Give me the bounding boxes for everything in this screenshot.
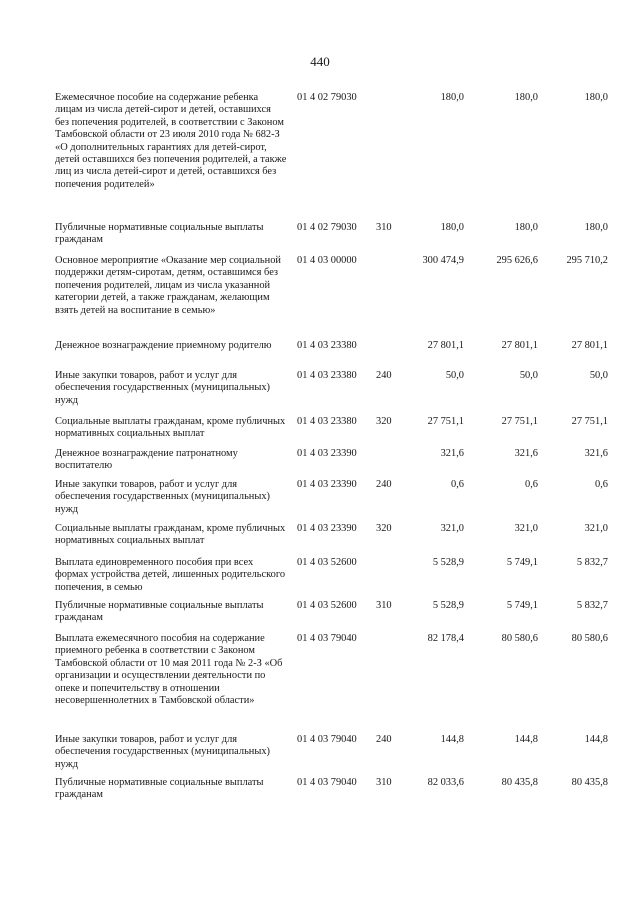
row-value-year-3: 5 832,7	[576, 600, 608, 611]
row-description: Социальные выплаты гражданам, кроме публичных нормативных социальных выплат	[55, 416, 286, 440]
row-expense-type: 240	[376, 734, 392, 745]
row-expense-type: 310	[376, 222, 392, 233]
row-value-year-1: 5 528,9	[432, 600, 464, 611]
row-description: Иные закупки товаров, работ и услуг для обеспечения государственных (муниципальных) нужд	[55, 479, 271, 515]
row-value-year-1: 50,0	[445, 370, 464, 381]
row-value-year-2: 144,8	[514, 734, 538, 745]
row-value-year-2: 5 749,1	[506, 600, 538, 611]
row-value-year-2: 295 626,6	[496, 255, 538, 266]
page-number: 440	[310, 54, 330, 69]
row-value-year-2: 180,0	[514, 222, 538, 233]
row-value-year-3: 321,0	[584, 523, 608, 534]
row-value-year-2: 27 751,1	[501, 416, 538, 427]
row-code: 01 4 02 79030	[297, 92, 357, 103]
row-description: Иные закупки товаров, работ и услуг для обеспечения государственных (муниципальных) нужд	[55, 734, 271, 770]
row-value-year-3: 0,6	[595, 479, 608, 490]
row-value-year-1: 27 801,1	[427, 340, 464, 351]
row-value-year-3: 5 832,7	[576, 557, 608, 568]
row-value-year-3: 27 751,1	[571, 416, 608, 427]
row-code: 01 4 03 23380	[297, 416, 357, 427]
row-value-year-3: 144,8	[584, 734, 608, 745]
row-value-year-1: 5 528,9	[432, 557, 464, 568]
row-value-year-2: 321,0	[514, 523, 538, 534]
row-value-year-3: 321,6	[584, 448, 608, 459]
row-description: Выплата единовременного пособия при всех формах устройства детей, лишенных родительского попечения, в семью	[55, 557, 286, 593]
row-description: Основное мероприятие «Оказание мер социальной поддержки детям-сиротам, детям, оставшимся без попечения родителей, лицам из числа указанной категории детей, а также гражданам, желающим взять детей на воспитание в семью»	[55, 255, 281, 316]
row-value-year-3: 295 710,2	[566, 255, 608, 266]
row-description: Выплата ежемесячного пособия на содержание приемного ребенка в соответствии с Законом Тамбовской области от 10 мая 2011 года № 2-З «Об организации и осуществлении деятельности по опеке и попечительству в отношении несовершеннолетних в Тамбовской области»	[55, 633, 283, 707]
row-code: 01 4 03 52600	[297, 557, 357, 568]
row-value-year-3: 180,0	[584, 92, 608, 103]
row-code: 01 4 02 79030	[297, 222, 357, 233]
row-value-year-2: 27 801,1	[501, 340, 538, 351]
row-value-year-3: 80 435,8	[571, 777, 608, 788]
row-expense-type: 320	[376, 416, 392, 427]
row-code: 01 4 03 79040	[297, 734, 357, 745]
row-expense-type: 240	[376, 479, 392, 490]
row-description: Ежемесячное пособие на содержание ребенка лицам из числа детей-сирот и детей, оставшихся без попечения родителей, в соответствии с Законом Тамбовской области от 23 июля 2010 года № 682-З «О дополнительных гарантиях для детей-сирот, детей оставшихся без попечения родителей, а также лиц из числа детей-сирот и детей, оставшихся без попечения родителей»	[55, 92, 287, 190]
row-value-year-2: 80 580,6	[501, 633, 538, 644]
row-value-year-2: 80 435,8	[501, 777, 538, 788]
row-value-year-3: 80 580,6	[571, 633, 608, 644]
row-code: 01 4 03 79040	[297, 633, 357, 644]
row-value-year-1: 82 178,4	[427, 633, 464, 644]
row-value-year-2: 5 749,1	[506, 557, 538, 568]
row-value-year-1: 180,0	[440, 92, 464, 103]
row-code: 01 4 03 79040	[297, 777, 357, 788]
row-description: Социальные выплаты гражданам, кроме публичных нормативных социальных выплат	[55, 523, 286, 547]
row-description: Иные закупки товаров, работ и услуг для обеспечения государственных (муниципальных) нужд	[55, 370, 271, 406]
row-expense-type: 310	[376, 600, 392, 611]
row-value-year-3: 50,0	[589, 370, 608, 381]
row-code: 01 4 03 52600	[297, 600, 357, 611]
row-expense-type: 320	[376, 523, 392, 534]
row-value-year-1: 82 033,6	[427, 777, 464, 788]
row-code: 01 4 03 00000	[297, 255, 357, 266]
row-value-year-1: 144,8	[440, 734, 464, 745]
row-expense-type: 240	[376, 370, 392, 381]
row-description: Публичные нормативные социальные выплаты гражданам	[55, 600, 264, 624]
row-description: Денежное вознаграждение приемному родителю	[55, 340, 272, 351]
row-value-year-1: 27 751,1	[427, 416, 464, 427]
row-value-year-2: 50,0	[519, 370, 538, 381]
row-code: 01 4 03 23380	[297, 370, 357, 381]
row-value-year-2: 321,6	[514, 448, 538, 459]
row-value-year-1: 180,0	[440, 222, 464, 233]
row-expense-type: 310	[376, 777, 392, 788]
row-code: 01 4 03 23390	[297, 479, 357, 490]
row-value-year-2: 180,0	[514, 92, 538, 103]
row-value-year-3: 180,0	[584, 222, 608, 233]
row-value-year-1: 321,6	[440, 448, 464, 459]
row-code: 01 4 03 23390	[297, 523, 357, 534]
row-value-year-1: 321,0	[440, 523, 464, 534]
row-description: Публичные нормативные социальные выплаты гражданам	[55, 777, 264, 801]
row-value-year-1: 0,6	[451, 479, 464, 490]
row-description: Публичные нормативные социальные выплаты гражданам	[55, 222, 264, 246]
row-value-year-3: 27 801,1	[571, 340, 608, 351]
row-value-year-2: 0,6	[525, 479, 538, 490]
row-value-year-1: 300 474,9	[422, 255, 464, 266]
row-description: Денежное вознаграждение патронатному воспитателю	[55, 448, 238, 472]
row-code: 01 4 03 23390	[297, 448, 357, 459]
row-code: 01 4 03 23380	[297, 340, 357, 351]
